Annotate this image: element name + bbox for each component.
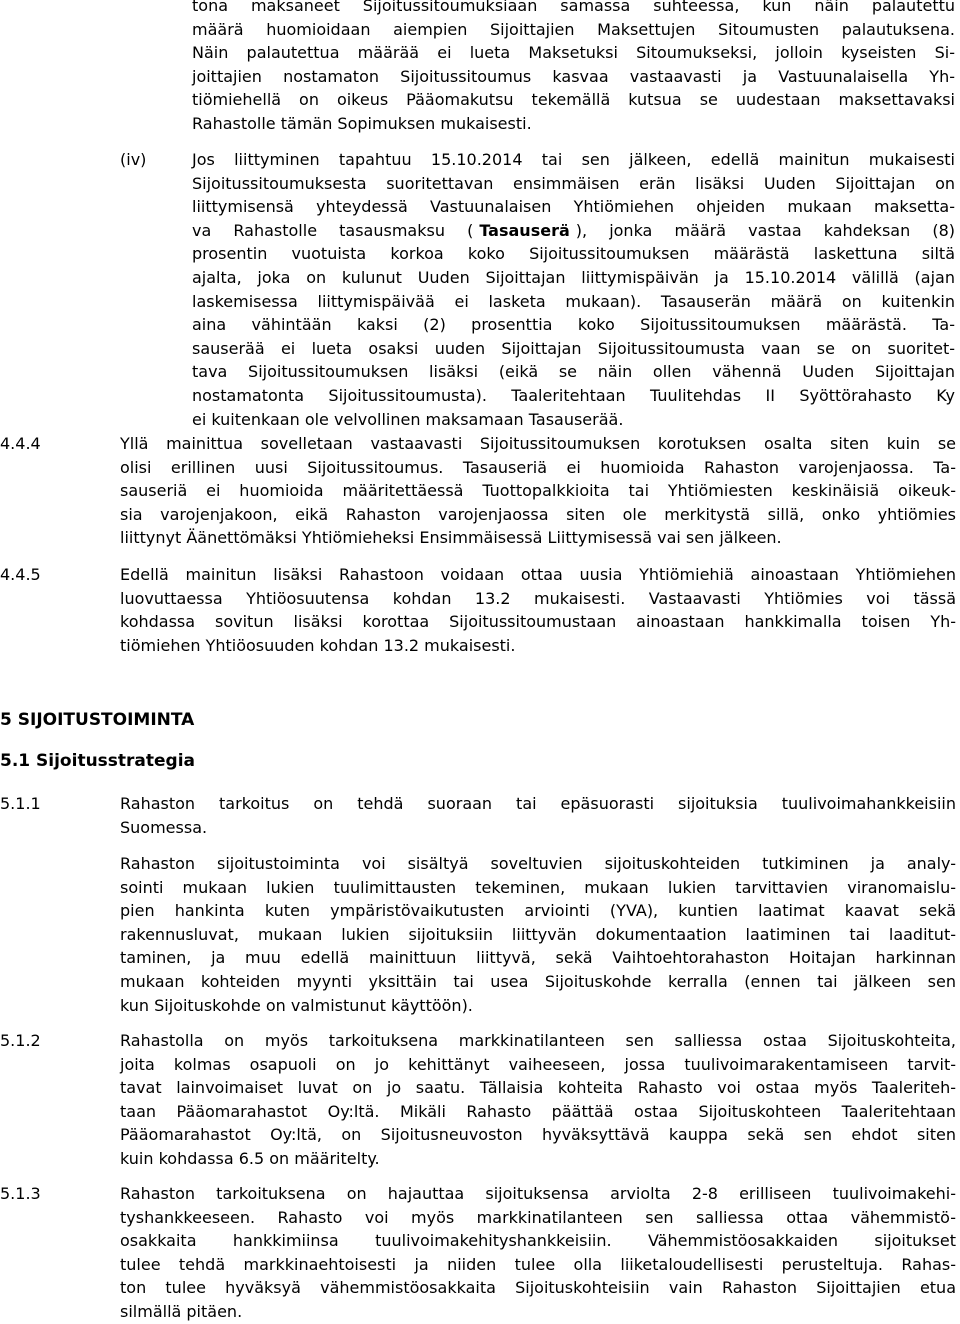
text-line: mukaan kohteiden myynti yksittäin tai usea Sijoituskohde kerralla (ennen tai jälkeen sen — [120, 971, 956, 991]
text-line: joittajien nostamaton Sijoitussitoumus kasvaa vastaavasti ja Vastuunalaisella Yh- — [192, 66, 955, 86]
text-line: sia varojenjakoon, eikä Rahaston varojenjaossa siten ole merkitystä sillä, onko yhtiömies — [120, 504, 956, 524]
section-heading: 5 SIJOITUSTOIMINTA — [0, 710, 195, 730]
text-line: kohdassa sovitun lisäksi korottaa Sijoitussitoumustaan ainoastaan hankkimalla toisen Yh- — [120, 612, 956, 632]
text-line: tiömiehen Yhtiöosuuden kohdan 13.2 mukaisesti. — [120, 635, 516, 655]
text-line: joita kolmas osapuoli on jo kehittänyt vaiheeseen, jossa tuulivoimarakentamiseen tarvit- — [120, 1054, 956, 1074]
text-line: ei kuitenkaan ole velvollinen maksamaan Tasauserää. — [192, 409, 624, 429]
text-line: olisi erillinen uusi Sijoitussitoumus. Tasauseriä ei huomioida Rahaston varojenjaossa. Ta- — [120, 457, 956, 477]
section-number: 4.4.4 — [0, 434, 41, 453]
text-line: tulee tehdä markkinaehtoisesti ja niiden tulee olla liiketaloudellisesti perusteltuja. Rahas- — [120, 1254, 956, 1274]
item-iv-paragraph — [192, 148, 955, 431]
text-line: Rahastolla on myös tarkoituksena markkinatilanteen sen salliessa ostaa Sijoituskohteita, — [120, 1031, 956, 1050]
section-5-1-2-paragraph — [120, 1029, 956, 1171]
text-line: sauserää ei lueta osaksi uuden Sijoittajan Sijoitussitoumusta vaan se on suoritet- — [192, 338, 955, 358]
section-5-1-1-paragraph — [120, 792, 956, 839]
text-line: prosentin vuotuista korkoa koko Sijoitussitoumuksen määrästä laskettuna siltä — [192, 244, 955, 264]
text-line: Rahaston tarkoituksena on hajauttaa sijoituksensa arviolta 2-8 erilliseen tuulivoimakehi- — [120, 1184, 956, 1203]
text-fragment: ), jonka määrä vastaa kahdeksan (8) — [575, 220, 955, 240]
section-number: 5.1.3 — [0, 1184, 41, 1203]
text-line: liittynyt Äänettömäksi Yhtiömieheksi Ensimmäisessä Liittymisessä vai sen jälkeen. — [120, 528, 782, 548]
text-line: Pääomarahastot Oy:ltä, on Sijoitusneuvoston hyväksyttävä kauppa sekä sen ehdot siten — [120, 1125, 956, 1145]
text-line — [192, 219, 955, 243]
text-line: Jos liittyminen tapahtuu 15.10.2014 tai sen jälkeen, edellä mainitun mukaisesti — [192, 150, 955, 169]
text-line: Rahastolle tämän Sopimuksen mukaisesti. — [192, 113, 532, 133]
text-line: taminen, ja muu edellä mainittuun liittyvä, sekä Vaihtoehtorahaston Hoitajan harkinnan — [120, 948, 956, 968]
item-marker: (iv) — [120, 150, 147, 169]
section-number: 5.1.1 — [0, 794, 41, 813]
text-line: ajalta, joka on kulunut Uuden Sijoittajan liittymispäivän ja 15.10.2014 välillä (ajan — [192, 267, 955, 287]
text-line: sauseriä ei huomioida määritettäessä Tuottopalkkioita tai Yhtiömiesten keskinäisiä oikeuk- — [120, 481, 956, 501]
section-4-4-5-paragraph — [120, 563, 956, 657]
text-line: Sijoitussitoumuksesta suoritettavan ensimmäisen erän lisäksi Uuden Sijoittajan on — [192, 173, 955, 193]
text-line: Yllä mainittua sovelletaan vastaavasti Sijoitussitoumuksen korotuksen osalta siten kuin se — [120, 434, 956, 453]
section-5-1-1-paragraph-2 — [120, 852, 956, 1017]
text-line: tona maksaneet Sijoitussitoumuksiaan samassa suhteessa, kun näin palautettu — [192, 0, 955, 15]
text-line: tiömiehellä on oikeus Pääomakutsu tekemällä kutsua se uudestaan maksettavaksi — [192, 90, 955, 110]
text-line: pien hankinta kuten ympäristövaikutusten arviointi (YVA), kuntien laatimat kaavat sekä — [120, 901, 956, 921]
text-line: Rahaston tarkoitus on tehdä suoraan tai epäsuorasti sijoituksia tuulivoimahankkeisiin — [120, 794, 956, 813]
section-5-1-3-paragraph — [120, 1182, 956, 1324]
text-line: tava Sijoitussitoumuksen lisäksi (eikä se näin ollen vähennä Uuden Sijoittajan — [192, 362, 955, 382]
text-line: luovuttaessa Yhtiöosuutensa kohdan 13.2 mukaisesti. Vastaavasti Yhtiömies voi tässä — [120, 588, 956, 608]
text-line: sointi mukaan lukien tuulimittausten tekeminen, mukaan lukien tarvittavien viranomaislu- — [120, 877, 956, 897]
section-number: 4.4.5 — [0, 565, 41, 584]
text-line: silmällä pitäen. — [120, 1301, 243, 1321]
text-line: liittymisensä yhteydessä Vastuunalaisen Yhtiömiehen ohjeiden mukaan maksetta- — [192, 197, 955, 217]
text-line: rakennusluvat, mukaan lukien sijoituksiin liittyvän dokumentaation laatiminen tai laaditut- — [120, 924, 956, 944]
text-line: Edellä mainitun lisäksi Rahastoon voidaan ottaa uusia Yhtiömiehiä ainoastaan Yhtiömiehen — [120, 565, 956, 584]
text-line: aina vähintään kaksi (2) prosenttia koko Sijoitussitoumuksen määrästä. Ta- — [192, 315, 955, 335]
text-line: Suomessa. — [120, 817, 208, 837]
text-line: osakkaita hankkimiinsa tuulivoimakehityshankkeisiin. Vähemmistöosakkaiden sijoitukset — [120, 1231, 956, 1251]
text-line: Näin palautettua määrää ei lueta Maksetuksi Sitoumukseksi, jolloin kyseisten Si- — [192, 43, 955, 63]
section-4-4-4-paragraph — [120, 432, 956, 550]
text-line: kuin kohdassa 6.5 on määritelty. — [120, 1148, 380, 1168]
text-line: Rahaston sijoitustoiminta voi sisältyä soveltuvien sijoituskohteiden tutkiminen ja analy- — [120, 854, 956, 873]
text-line: nostamatonta Sijoitussitoumusta). Taaleritehtaan Tuulitehdas II Syöttörahasto Ky — [192, 385, 955, 405]
intro-paragraph — [192, 0, 955, 136]
text-line: määrä huomioidaan aiempien Sijoittajien Maksettujen Sitoumusten palautuksena. — [192, 19, 955, 39]
section-number: 5.1.2 — [0, 1031, 41, 1050]
text-line: kun Sijoituskohde on valmistunut käyttöön). — [120, 995, 473, 1015]
defined-term: Tasauserä — [479, 220, 570, 240]
text-line: tavat lainvoimaiset luvat on jo saatu. Tällaisia kohteita Rahasto voi ostaa myös Taaleriteh- — [120, 1078, 956, 1098]
text-line: tyshankkeeseen. Rahasto voi myös markkinatilanteen sen salliessa ottaa vähemmistö- — [120, 1207, 956, 1227]
text-fragment: va Rahastolle tasausmaksu ( — [192, 220, 474, 240]
text-line: laskemisessa liittymispäivää ei lasketa mukaan). Tasauserän määrä on kuitenkin — [192, 291, 955, 311]
text-line: ton tulee hyväksyä vähemmistöosakkaita Sijoituskohteisiin vain Rahaston Sijoittajien etua — [120, 1278, 956, 1298]
subsection-heading: 5.1 Sijoitusstrategia — [0, 751, 196, 771]
text-line: taan Pääomarahastot Oy:ltä. Mikäli Rahasto päättää ostaa Sijoituskohteen Taaleritehtaan — [120, 1101, 956, 1121]
